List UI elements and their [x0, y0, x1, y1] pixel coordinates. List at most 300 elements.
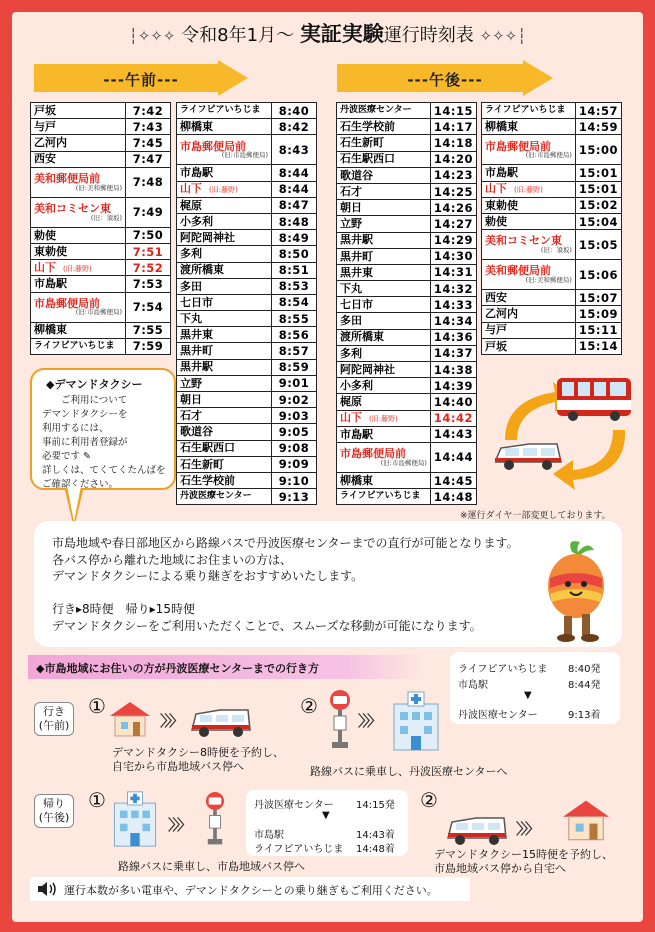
title-pre: 令和8年1月～: [181, 25, 295, 46]
departure-time: 8:54: [272, 294, 317, 310]
station-label: 立野: [180, 376, 202, 390]
departure-time: 14:43: [430, 426, 476, 442]
return-row3-time: 14:48着: [356, 844, 395, 855]
station-name: [31, 227, 126, 243]
station-name: [31, 322, 126, 338]
timetable-row: [177, 456, 317, 472]
departure-time: 8:40: [272, 103, 317, 119]
station-name: [177, 375, 272, 391]
station-label: 西安: [34, 152, 56, 166]
timetable-row: [482, 165, 622, 181]
departure-time: 8:42: [272, 119, 317, 135]
timetable-row: [177, 408, 317, 424]
timetable-row: [177, 246, 317, 262]
station-label: 小多利: [180, 214, 213, 228]
station-label: 市島郵便局前: [340, 447, 406, 461]
timetable-row: [177, 278, 317, 294]
timetable-row: [482, 230, 622, 260]
station-label: 渡所橋東: [340, 330, 384, 344]
station-label: 戸坂: [485, 339, 507, 353]
morning-arrow: [34, 60, 248, 96]
station-name: [337, 313, 431, 329]
route-heading-bar: [28, 655, 424, 679]
timetable-row: [31, 119, 171, 135]
timetable-row: [337, 232, 477, 248]
departure-time: 8:59: [272, 359, 317, 375]
station-label: 石生駅西口: [180, 441, 235, 455]
station-label: 与戸: [485, 323, 507, 337]
station-label: ライフピアいちじま: [34, 340, 115, 351]
going-tag: 行き (午前): [34, 702, 74, 736]
demand-heading: ◆デマンドタクシー: [46, 378, 143, 391]
departure-time: 7:50: [126, 227, 171, 243]
station-name: [482, 260, 576, 290]
timetable-row: [177, 165, 317, 181]
footer-note: [30, 877, 470, 901]
station-label: 下丸: [340, 281, 362, 295]
departure-time: 15:05: [575, 230, 621, 260]
departure-time: 15:02: [575, 197, 621, 213]
station-name: [31, 338, 126, 354]
timetable-row: [337, 410, 477, 426]
station-name: [31, 260, 126, 276]
station-label: 丹波医療センター: [180, 491, 252, 501]
station-label: 美和コミセン東: [485, 234, 562, 248]
timetable-row: [31, 338, 171, 354]
station-name: [337, 345, 431, 361]
departure-time: 14:38: [430, 362, 476, 378]
station-name: [337, 248, 431, 264]
taxi-van-icon: [446, 812, 508, 846]
timetable-row: [31, 227, 171, 243]
station-old-name: (旧:市島郵便局): [75, 308, 122, 317]
station-label: 勅使: [34, 228, 56, 242]
station-label: 七日市: [180, 295, 213, 309]
going-row2-name: 市島駅: [458, 680, 488, 691]
departure-time: 14:44: [430, 442, 476, 472]
departure-time: 14:29: [430, 232, 476, 248]
station-name: [337, 232, 431, 248]
station-label: 市島駅: [34, 277, 67, 291]
timetable-row: [482, 290, 622, 306]
station-label: 朝日: [340, 200, 362, 214]
cycle-arrow-icon: [553, 430, 625, 490]
departure-time: 9:02: [272, 392, 317, 408]
station-name: [177, 408, 272, 424]
station-name: [177, 165, 272, 181]
station-label: ライフピアいちじま: [180, 104, 261, 115]
hospital-icon: [110, 790, 160, 848]
timetable-row: [337, 183, 477, 199]
departure-time: 8:53: [272, 278, 317, 294]
timetable-row: [177, 103, 317, 119]
going-row1-name: ライフピアいちじま: [458, 664, 548, 675]
departure-time: 8:50: [272, 246, 317, 262]
station-label: 黒井東: [340, 265, 373, 279]
station-label: 美和郵便局前: [34, 172, 100, 186]
departure-time: 14:59: [575, 119, 621, 135]
going-schedule-box: [450, 652, 620, 724]
afternoon-arrow: [337, 60, 553, 96]
station-name: [31, 243, 126, 259]
hospital-icon: [390, 690, 442, 752]
station-label: 梶原: [340, 395, 362, 409]
return-row3-name: ライフピアいちじま: [254, 844, 344, 855]
afternoon-label: ---午後---: [407, 71, 483, 89]
station-name: [177, 440, 272, 456]
timetable-row: [482, 103, 622, 119]
station-label: 市島郵便局前: [485, 139, 551, 153]
morning-label: ---午前---: [103, 71, 179, 89]
station-name: [177, 246, 272, 262]
station-old-name: (旧:美和郵便局): [525, 275, 572, 284]
station-name: [337, 281, 431, 297]
station-name: [337, 362, 431, 378]
station-label: 七日市: [340, 298, 373, 312]
station-old-name: (旧：須坂): [90, 213, 122, 222]
timetable-row: [177, 375, 317, 391]
station-label: 美和郵便局前: [485, 264, 551, 278]
station-name: [31, 103, 126, 119]
departure-time: 7:52: [126, 260, 171, 276]
station-label: 黒井東: [180, 328, 213, 342]
departure-time: 14:25: [430, 183, 476, 199]
timetable-row: [482, 213, 622, 229]
departure-time: 8:57: [272, 343, 317, 359]
station-name: [337, 103, 431, 119]
station-name: [31, 119, 126, 135]
station-label: 市島郵便局前: [34, 296, 100, 310]
return-step2-caption: デマンドタクシー15時便を予約し、 市島地域バス停から自宅へ: [434, 848, 613, 875]
departure-time: 7:54: [126, 292, 171, 322]
station-label: 梶原: [180, 198, 202, 212]
going-step1-caption: デマンドタクシー8時便を予約し、 自宅から市島地域バス停へ: [112, 746, 284, 773]
timetable-row: [337, 103, 477, 119]
station-label: ライフピアいちじま: [340, 491, 421, 501]
station-label: 歌道谷: [340, 168, 373, 182]
station-label: 山下: [180, 182, 202, 196]
station-name: [31, 167, 126, 197]
departure-time: 8:55: [272, 311, 317, 327]
timetable-row: [482, 306, 622, 322]
departure-time: 14:40: [430, 394, 476, 410]
station-label: 阿陀岡神社: [180, 230, 235, 244]
departure-time: 14:27: [430, 216, 476, 232]
going-chevron-1: 〉〉〉: [160, 712, 182, 730]
departure-time: 14:34: [430, 313, 476, 329]
station-label: 多利: [340, 346, 362, 360]
timetable-row: [482, 260, 622, 290]
station-label: 黒井町: [340, 249, 373, 263]
house-icon: [108, 698, 152, 738]
timetable-row: [482, 322, 622, 338]
station-name: [337, 329, 431, 345]
station-label: 小多利: [340, 379, 373, 392]
title-post: 運行時刻表: [383, 25, 474, 46]
station-name: [337, 119, 431, 135]
return-row1-time: 14:15発: [356, 800, 395, 811]
station-name: [337, 200, 431, 216]
timetable-row: [337, 362, 477, 378]
going-arrow: ▼: [524, 690, 532, 701]
station-old-name: (旧：須坂): [540, 245, 572, 254]
going-step1-number: ①: [88, 694, 106, 718]
station-old-name: (旧:藤野): [507, 186, 543, 195]
station-name: [177, 456, 272, 472]
station-old-name: (旧:藤野): [202, 186, 238, 195]
departure-time: 9:01: [272, 375, 317, 391]
station-name: [337, 394, 431, 410]
station-name: [337, 264, 431, 280]
timetable-row: [177, 359, 317, 375]
bus-stop-icon: [328, 690, 352, 752]
footer-text: 運行本数が多い電車や、デマンドタクシーとの乗り継ぎもご利用ください。: [64, 884, 438, 897]
station-label: 石才: [340, 184, 362, 198]
station-label: 阿陀岡神社: [340, 362, 395, 376]
station-label: 多利: [180, 247, 202, 261]
station-label: 山下: [34, 260, 56, 274]
station-name: [337, 472, 431, 488]
speaker-icon: [36, 880, 58, 898]
departure-time: 9:09: [272, 456, 317, 472]
going-row3-time: 9:13着: [568, 710, 601, 721]
station-label: 柳橋東: [34, 323, 67, 337]
timetable-row: [482, 119, 622, 135]
departure-time: 9:05: [272, 424, 317, 440]
departure-time: 14:26: [430, 200, 476, 216]
station-name: [337, 183, 431, 199]
going-chevron-2: 〉〉〉: [358, 712, 380, 730]
timetable-row: [177, 311, 317, 327]
demand-text: ご利用について デマンドタクシーを 利用するには、 事前に利用者登録が 必要です ✎ 詳しくは、てくてくたんばを ご確認ください。: [42, 395, 166, 490]
timetable-row: [177, 392, 317, 408]
return-row2-time: 14:43着: [356, 830, 395, 841]
station-name: [337, 297, 431, 313]
station-label: 石生新町: [340, 136, 384, 150]
return-arrow: ▼: [322, 810, 330, 821]
going-row3-name: 丹波医療センター: [458, 710, 538, 721]
station-name: [31, 197, 126, 227]
station-label: ライフピアいちじま: [485, 104, 566, 115]
station-name: [482, 181, 576, 197]
return-step1-caption: 路線バスに乗車し、市島地域バス停へ: [118, 860, 305, 873]
departure-time: 7:55: [126, 322, 171, 338]
return-schedule-box: [246, 790, 408, 856]
departure-time: 14:23: [430, 167, 476, 183]
timetable-row: [177, 294, 317, 310]
station-name: [482, 322, 576, 338]
timetable-row: [177, 472, 317, 488]
station-name: [482, 213, 576, 229]
departure-time: 9:08: [272, 440, 317, 456]
station-name: [337, 410, 431, 426]
station-label: 西安: [485, 290, 507, 304]
timetable-row: [31, 151, 171, 167]
station-name: [337, 489, 431, 505]
station-label: 東勅使: [485, 198, 518, 212]
station-label: 乙河内: [34, 136, 67, 150]
station-name: [482, 338, 576, 354]
departure-time: 15:09: [575, 306, 621, 322]
station-name: [337, 442, 431, 472]
station-name: [177, 392, 272, 408]
departure-time: 15:04: [575, 213, 621, 229]
station-name: [177, 294, 272, 310]
station-old-name: (旧:市島郵便局): [525, 151, 572, 160]
station-name: [482, 306, 576, 322]
timetable-row: [337, 119, 477, 135]
station-name: [482, 165, 576, 181]
departure-time: 14:17: [430, 119, 476, 135]
timetable-row: [31, 322, 171, 338]
bus-stop-icon: [204, 792, 226, 848]
departure-time: 14:37: [430, 345, 476, 361]
departure-time: 15:00: [575, 135, 621, 165]
timetable-row: [337, 313, 477, 329]
timetable-row: [337, 489, 477, 505]
going-step2-number: ②: [300, 694, 318, 718]
departure-time: 7:42: [126, 103, 171, 119]
timetable-row: [482, 181, 622, 197]
station-label: 黒井町: [180, 344, 213, 358]
return-chevron-1: 〉〉〉: [168, 816, 190, 834]
station-name: [482, 119, 576, 135]
station-name: [177, 230, 272, 246]
station-name: [177, 262, 272, 278]
departure-time: 8:44: [272, 181, 317, 197]
station-name: [482, 197, 576, 213]
timetable-row: [337, 472, 477, 488]
timetable-row: [177, 424, 317, 440]
station-name: [177, 343, 272, 359]
station-label: 戸坂: [34, 103, 56, 117]
departure-time: 7:45: [126, 135, 171, 151]
departure-time: 14:48: [430, 489, 476, 505]
taxi-van-icon: [190, 704, 252, 738]
timetable-row: [337, 297, 477, 313]
timetable-row: [177, 327, 317, 343]
station-name: [31, 292, 126, 322]
timetable-row: [337, 378, 477, 394]
info-box: [34, 521, 622, 647]
timetable-row: [177, 197, 317, 213]
station-name: [177, 424, 272, 440]
station-old-name: (旧:市島郵便局): [221, 151, 268, 160]
return-row2-name: 市島駅: [254, 830, 284, 841]
station-label: 石才: [180, 409, 202, 422]
info-text: 市島地域や春日部地区から路線バスで丹波医療センターまでの直行が可能となります。 各バス停から離れた地域にお住まいの方は、 デマンドタクシーによる乗り継ぎをおすすめいたします。 行き▸8時便 帰り▸15時便 デマンドタクシーをご利用いただくことで、スムーズな移動が可能になります。: [52, 536, 519, 633]
station-label: 勅使: [485, 214, 507, 228]
station-name: [482, 290, 576, 306]
timetable-row: [177, 181, 317, 197]
station-label: 東勅使: [34, 244, 67, 258]
timetable-row: [31, 135, 171, 151]
station-label: 丹波医療センター: [340, 104, 412, 115]
timetable-row: [337, 135, 477, 151]
house-icon: [560, 796, 612, 842]
station-name: [337, 426, 431, 442]
station-name: [337, 151, 431, 167]
timetable-row: [337, 167, 477, 183]
station-label: 柳橋東: [340, 473, 373, 487]
station-label: 黒井駅: [180, 360, 213, 374]
departure-time: 9:03: [272, 408, 317, 424]
station-name: [177, 135, 272, 165]
timetable-row: [31, 103, 171, 119]
departure-time: 8:48: [272, 213, 317, 229]
bus-icon: [557, 378, 631, 421]
timetable-row: [337, 151, 477, 167]
station-label: 市島郵便局前: [180, 139, 246, 153]
departure-time: 9:10: [272, 472, 317, 488]
station-label: 黒井駅: [340, 233, 373, 247]
station-name: [337, 167, 431, 183]
station-name: [482, 230, 576, 260]
departure-time: 14:45: [430, 472, 476, 488]
title-deco-left: ┆✧✧✧: [128, 27, 176, 45]
departure-time: 15:07: [575, 290, 621, 306]
title-main: 実証実験: [299, 22, 384, 46]
return-row1-name: 丹波医療センター: [254, 800, 334, 811]
departure-time: 14:39: [430, 378, 476, 394]
station-name: [177, 327, 272, 343]
timetable-row: [482, 197, 622, 213]
return-chevron-2: 〉〉〉: [516, 820, 538, 838]
departure-time: 15:11: [575, 322, 621, 338]
departure-time: 8:56: [272, 327, 317, 343]
timetable-row: [31, 292, 171, 322]
timetable-row: [177, 343, 317, 359]
timetable-row: [337, 329, 477, 345]
station-name: [31, 276, 126, 292]
station-name: [177, 472, 272, 488]
station-name: [177, 278, 272, 294]
station-old-name: (旧:美和郵便局): [75, 183, 122, 192]
station-label: 市島駅: [485, 166, 518, 180]
station-label: 渡所橋東: [180, 263, 224, 277]
station-label: 与戸: [34, 120, 56, 133]
timetable-row: [337, 442, 477, 472]
timetable-row: [337, 281, 477, 297]
timetable-row: [31, 167, 171, 197]
timetable-row: [177, 135, 317, 165]
station-label: 市島駅: [180, 166, 213, 180]
station-old-name: (旧:藤野): [56, 264, 92, 273]
departure-time: 14:15: [430, 103, 476, 119]
departure-time: 14:31: [430, 264, 476, 280]
departure-time: 15:06: [575, 260, 621, 290]
departure-time: 14:57: [575, 103, 621, 119]
timetable-row: [177, 213, 317, 229]
station-label: 乙河内: [485, 307, 518, 321]
timetable-row: [482, 135, 622, 165]
station-label: 多田: [340, 314, 362, 328]
going-step2-caption: 路線バスに乗車し、丹波医療センターへ: [310, 765, 508, 778]
going-row1-time: 8:40発: [568, 664, 601, 675]
departure-time: 14:20: [430, 151, 476, 167]
station-name: [177, 213, 272, 229]
station-name: [177, 359, 272, 375]
return-tag: 帰り (午後): [34, 794, 74, 828]
station-name: [482, 135, 576, 165]
departure-time: 7:47: [126, 151, 171, 167]
station-name: [177, 103, 272, 119]
station-label: 市島駅: [340, 427, 373, 441]
departure-time: 7:48: [126, 167, 171, 197]
departure-time: 14:32: [430, 281, 476, 297]
departure-time: 7:51: [126, 243, 171, 259]
timetable-row: [177, 230, 317, 246]
